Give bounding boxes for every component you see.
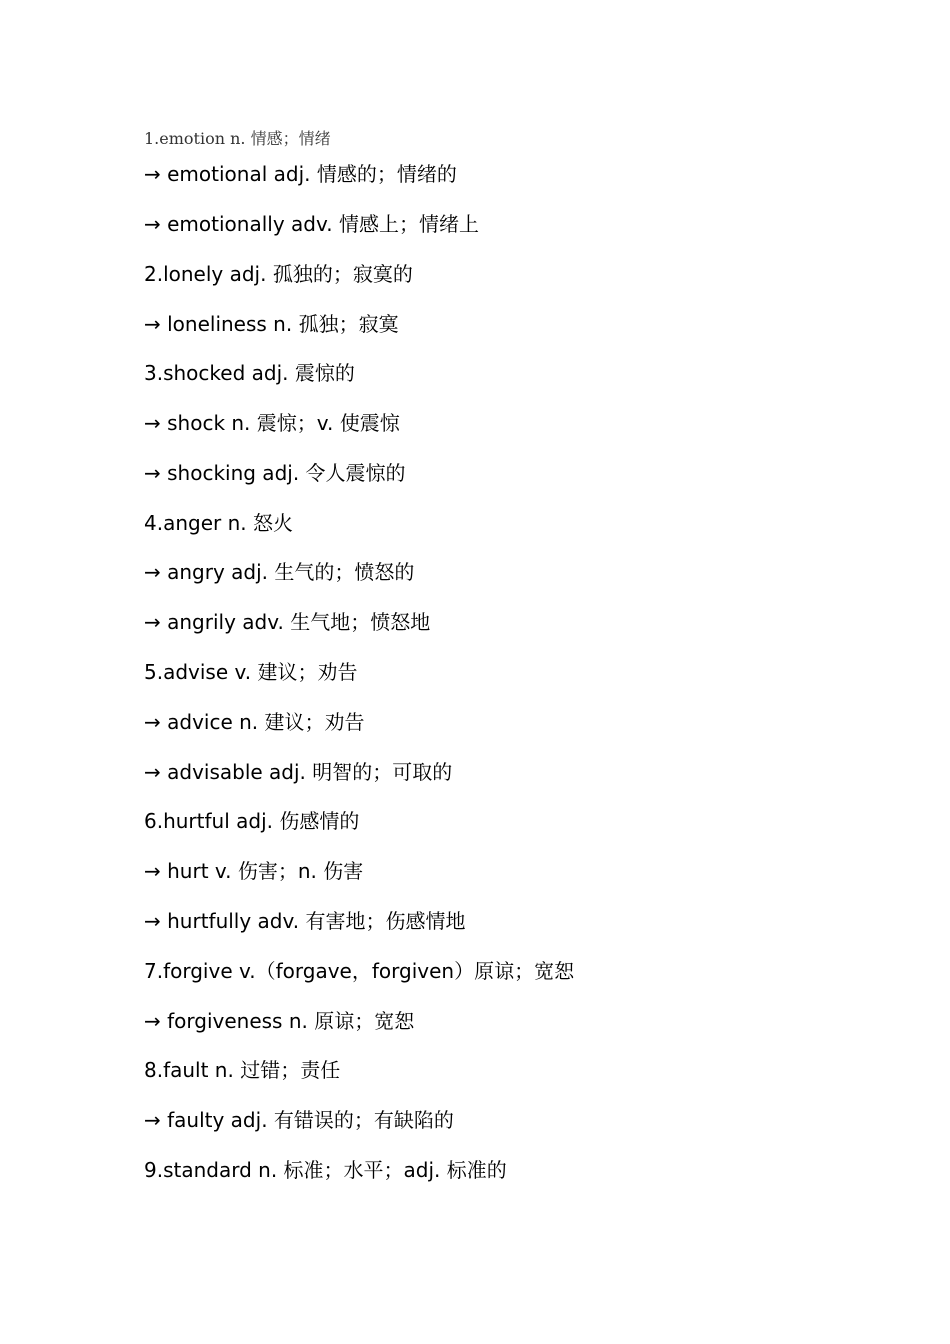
- vocab-derived-entry: → angrily adv. 生气地；愤怒地: [144, 610, 431, 634]
- vocab-derived-entry: → forgiveness n. 原谅；宽恕: [144, 1009, 415, 1033]
- vocab-derived-entry: → faulty adj. 有错误的；有缺陷的: [144, 1108, 454, 1132]
- vocab-entry-heading: 6.hurtful adj. 伤感情的: [144, 809, 360, 833]
- vocab-entry-heading: 9.standard n. 标准；水平；adj. 标准的: [144, 1158, 507, 1182]
- vocab-entry-heading: 2.lonely adj. 孤独的；寂寞的: [144, 262, 413, 286]
- vocab-entry-heading: 1.emotion n. 情感；情绪: [144, 129, 331, 148]
- vocab-entry-heading: 4.anger n. 怒火: [144, 511, 293, 535]
- vocab-derived-entry: → angry adj. 生气的；愤怒的: [144, 560, 415, 584]
- vocab-entry-heading: 3.shocked adj. 震惊的: [144, 361, 355, 385]
- vocab-derived-entry: → shocking adj. 令人震惊的: [144, 461, 406, 485]
- vocab-entry-heading: 7.forgive v.（forgave，forgiven）原谅；宽恕: [144, 959, 575, 983]
- vocab-entry-heading: 5.advise v. 建议；劝告: [144, 660, 358, 684]
- vocab-derived-entry: → advice n. 建议；劝告: [144, 710, 365, 734]
- vocab-derived-entry: → emotionally adv. 情感上；情绪上: [144, 212, 479, 236]
- vocab-entry-heading: 8.fault n. 过错；责任: [144, 1058, 341, 1082]
- vocab-derived-entry: → shock n. 震惊；v. 使震惊: [144, 411, 400, 435]
- vocab-derived-entry: → advisable adj. 明智的；可取的: [144, 760, 453, 784]
- vocab-derived-entry: → hurtfully adv. 有害地；伤感情地: [144, 909, 466, 933]
- vocab-derived-entry: → hurt v. 伤害；n. 伤害: [144, 859, 364, 883]
- vocab-derived-entry: → loneliness n. 孤独；寂寞: [144, 312, 399, 336]
- vocab-derived-entry: → emotional adj. 情感的；情绪的: [144, 162, 457, 186]
